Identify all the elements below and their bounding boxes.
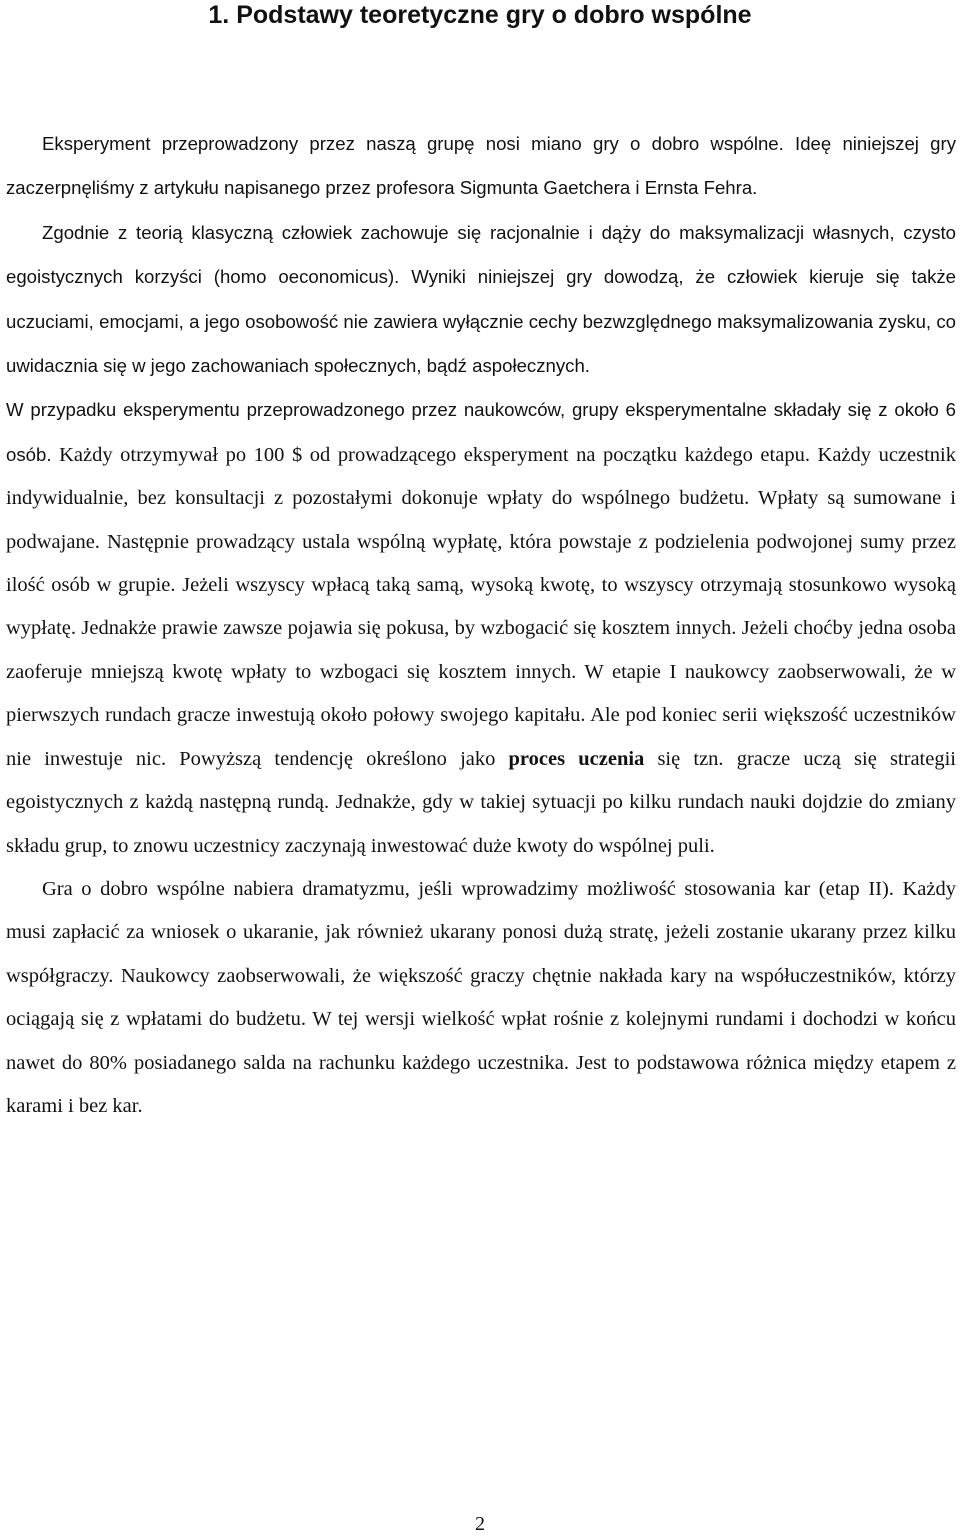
text-run: Każdy otrzymywał po 100 $ od prowadzącego eksperyment na początku każdego etapu. Każdy uczestnik indywidualnie, bez konsultacji z pozostałymi dokonuje wpłaty do wspólnego budżetu. Wpłaty są sumowane i podwajane. Następnie prowadzący ustala wspólną wypłatę, która powstaje z podzielenia podwojonej sumy przez ilość osób w grupie. Jeżeli wszyscy wpłacą taką samą, wysoką kwotę, to wszyscy otrzymają stosunkowo wysoką wypłatę. Jednakże prawie zawsze pojawia się pokusa, by wzbogacić się kosztem innych. Jeżeli choćby jedna osoba zaoferuje mniejszą kwotę wpłaty to wzbogaci się kosztem innych. W etapie I naukowcy zaobserwowali, że w pierwszych rundach gracze inwestują około połowy swojego kapitału. Ale pod koniec serii większość uczestników nie inwestuje nic. Powyższą tendencję określono jako [6, 443, 956, 770]
paragraph [6, 868, 956, 1128]
text-run: W przypadku eksperymentu przeprowadzonego przez naukowców, grupy eksperymentalne składały się z około 6 osób. [6, 399, 956, 465]
bold-term: proces uczenia [508, 747, 645, 770]
paragraph [6, 211, 956, 389]
page-number: 2 [475, 1513, 485, 1535]
text-run: Gra o dobro wspólne nabiera dramatyzmu, jeśli wprowadzimy możliwość stosowania kar (etap II). Każdy musi zapłacić za wniosek o ukaranie, jak również ukarany ponosi dużą stratę, jeżeli zostanie ukarany przez kilku współgraczy. Naukowcy zaobserwowali, że większość graczy chętnie nakłada kary na współuczestników, którzy ociągają się z wpłatami do budżetu. W tej wersji wielkość wpłat rośnie z kolejnymi rundami i dochodzi w końcu nawet do 80% posiadanego salda na rachunku każdego uczestnika. Jest to podstawowa różnica między etapem z karami i bez kar. [6, 877, 956, 1117]
text-run: Zgodnie z teorią klasyczną człowiek zachowuje się racjonalnie i dąży do maksymalizacji własnych, czysto egoistycznych korzyści (homo oeconomicus). [6, 221, 956, 288]
text-run: Wyniki niniejszej gry dowodzą, że człowiek kieruje się także uczuciami, emocjami, a jego osobowość nie zawiera wyłącznie cechy bezwzględnego maksymalizowania zysku, co uwidacznia się w jego zachowaniach społecznych, bądź aspołecznych. [6, 266, 957, 377]
text-run: Eksperyment przeprowadzony przez naszą grupę nosi miano gry o dobro wspólne. Ideę niniejszej gry zaczerpnęliśmy z artykułu napisanego przez profesora Sigmunta Gaetchera i Ernsta Fehra. [6, 133, 956, 199]
section-title: 1. Podstawy teoretyczne gry o dobro wspólne [208, 1, 752, 29]
paragraph [6, 388, 956, 867]
text-run: się tzn. gracze uczą się strategii egoistycznych z każdą następną rundą. Jednakże, gdy w takiej sytuacji po kilku rundach nauki dojdzie do zmiany składu grup, to znowu uczestnicy zaczynają inwestować duże kwoty do wspólnej puli. [6, 747, 956, 857]
paragraph [6, 122, 956, 211]
body-text [6, 122, 956, 1128]
